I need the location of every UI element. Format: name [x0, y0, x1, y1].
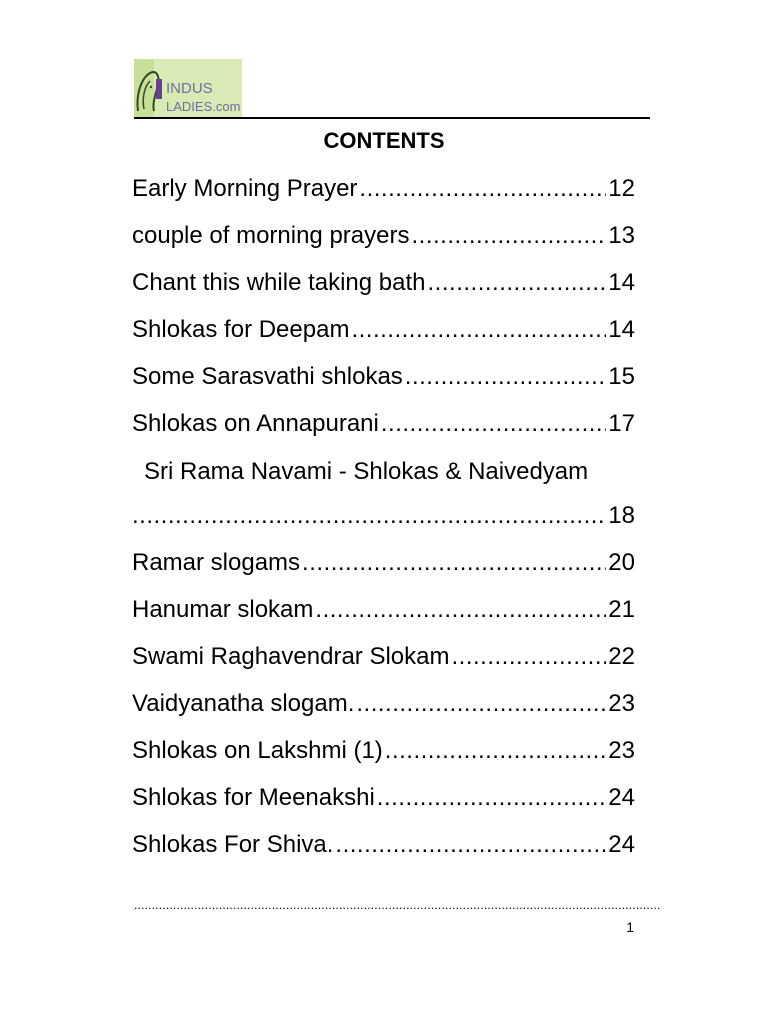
toc-entry-label: Shlokas on Lakshmi (1)	[132, 737, 383, 764]
toc-heading-entry-label[interactable]: Sri Rama Navami - Shlokas & Naivedyam	[144, 458, 589, 485]
toc-dot-leader	[377, 780, 607, 816]
toc-entry-label: Hanumar slokam	[132, 596, 314, 623]
toc-entry-page: 18	[608, 502, 635, 529]
indusladies-logo	[134, 59, 242, 117]
logo-line1: INDUS	[166, 80, 213, 97]
toc-dot-leader	[411, 218, 606, 254]
header-divider	[134, 117, 650, 119]
toc-dot-leader	[428, 265, 607, 301]
toc-entry-page: 23	[608, 737, 635, 764]
toc-entry[interactable]	[132, 312, 635, 359]
toc-dot-leader	[405, 359, 607, 395]
toc-entry[interactable]	[132, 498, 635, 545]
toc-entry[interactable]	[132, 359, 635, 406]
footer-dotted-rule	[134, 899, 660, 911]
toc-entry[interactable]	[132, 171, 635, 218]
toc-dot-leader	[351, 312, 606, 348]
logo-line2: LADIES.com	[166, 99, 241, 114]
toc-entry-label: couple of morning prayers	[132, 222, 410, 249]
toc-entry-label: Chant this while taking bath	[132, 269, 426, 296]
toc-entry[interactable]	[132, 218, 635, 265]
toc-entry-label: Vaidyanatha slogam.	[132, 690, 355, 717]
toc-entry-label: Ramar slogams	[132, 549, 301, 576]
toc-entry-page: 24	[608, 831, 635, 858]
toc-dot-leader	[385, 733, 607, 769]
toc-entry-label: Shlokas for Deepam	[132, 316, 350, 343]
toc-dot-leader	[359, 171, 606, 207]
toc-entry[interactable]	[132, 592, 635, 639]
toc-dot-leader	[315, 592, 606, 628]
toc-entry[interactable]	[132, 265, 635, 312]
toc-dot-leader	[381, 406, 606, 442]
toc-entry-page: 17	[608, 410, 635, 437]
toc-entry[interactable]	[132, 639, 635, 686]
toc-entry[interactable]	[132, 780, 635, 827]
toc-entry-page: 14	[608, 316, 635, 343]
toc-entry-label: Shlokas on Annapurani	[132, 410, 379, 437]
toc-entry-page: 13	[608, 222, 635, 249]
toc-entry[interactable]	[132, 827, 635, 874]
toc-entry-page: 14	[608, 269, 635, 296]
toc-dot-leader	[132, 498, 606, 534]
toc-dot-leader	[302, 545, 606, 581]
page-number: 1	[626, 919, 634, 935]
toc-entry-page: 23	[608, 690, 635, 717]
toc-entry-label: Shlokas for Meenakshi	[132, 784, 375, 811]
toc-entry-label: Some Sarasvathi shlokas	[132, 363, 403, 390]
toc-entry-page: 15	[608, 363, 635, 390]
toc-entry-page: 22	[608, 643, 635, 670]
toc-entry-page: 21	[608, 596, 635, 623]
toc-entry[interactable]	[132, 733, 635, 780]
toc-entry[interactable]	[132, 686, 635, 733]
toc-entry-label: Early Morning Prayer	[132, 175, 358, 202]
table-of-contents	[132, 171, 635, 874]
toc-entry-page: 20	[608, 549, 635, 576]
toc-entry-label: Swami Raghavendrar Slokam	[132, 643, 450, 670]
toc-dot-leader	[451, 639, 606, 675]
toc-entry-page: 12	[608, 175, 635, 202]
toc-entry[interactable]	[132, 406, 635, 453]
toc-dot-leader	[356, 686, 606, 722]
toc-entry[interactable]	[132, 545, 635, 592]
toc-dot-leader	[335, 827, 606, 863]
toc-entry-label: Shlokas For Shiva.	[132, 831, 334, 858]
toc-entry-page: 24	[608, 784, 635, 811]
page-title: CONTENTS	[323, 128, 445, 153]
